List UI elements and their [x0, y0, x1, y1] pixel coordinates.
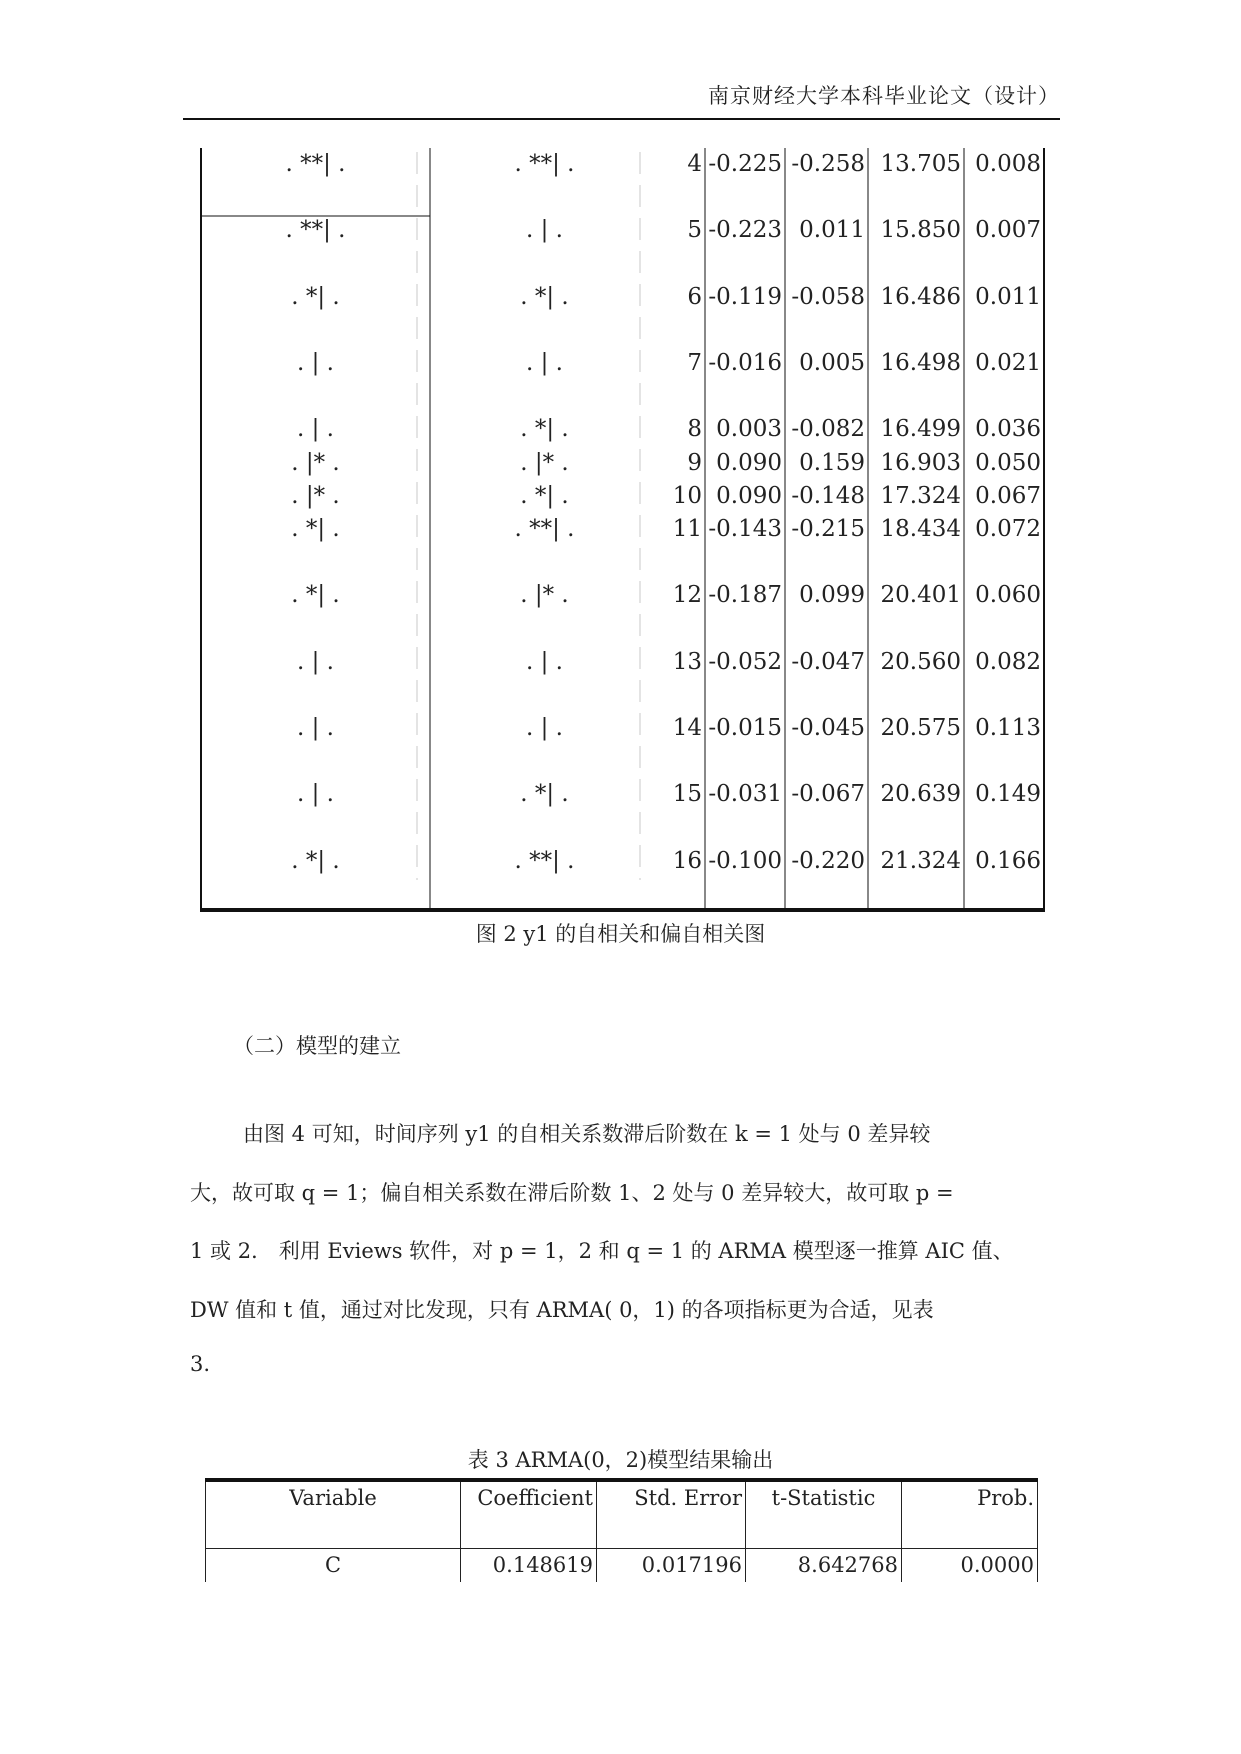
regression-table	[205, 1478, 1038, 1582]
lag-cell: 4	[687, 151, 702, 177]
ac-cell: 0.090	[716, 449, 782, 476]
paragraph-line: 3.	[190, 1352, 211, 1376]
ac-bar-cell: . **| .	[285, 217, 346, 244]
pac-bar-cell: . | .	[526, 350, 563, 377]
table-row	[201, 646, 1044, 712]
ac-bar-cell: . |* .	[291, 449, 340, 476]
table-row	[201, 347, 1044, 413]
pac-bar-cell: . **| .	[514, 515, 575, 542]
section-title: （二）模型的建立	[233, 1034, 401, 1058]
header-coefficient: Coefficient	[461, 1480, 597, 1549]
table-row	[201, 513, 1044, 579]
pac-cell: -0.215	[791, 515, 865, 542]
pac-bar-cell: . *| .	[520, 283, 569, 310]
table-row	[201, 480, 1044, 513]
figure-caption: 图 2 y1 的自相关和偏自相关图	[475, 922, 766, 946]
ac-cell: -0.225	[708, 151, 782, 177]
prob-cell: 0.166	[975, 847, 1041, 874]
lag-cell: 11	[672, 515, 702, 542]
q-stat-cell: 20.560	[880, 648, 961, 675]
ac-bar-cell: . | .	[297, 648, 334, 675]
pac-cell: -0.067	[791, 781, 865, 808]
pac-cell: -0.082	[791, 416, 865, 443]
lag-cell: 6	[687, 283, 702, 310]
ac-cell: -0.143	[708, 515, 782, 542]
q-stat-cell: 16.499	[880, 416, 961, 443]
pac-bar-cell: . *| .	[520, 482, 569, 509]
pac-bar-cell: . | .	[526, 648, 563, 675]
cell-prob: 0.0000	[902, 1549, 1038, 1583]
table-row	[201, 214, 1044, 280]
cell-variable: C	[206, 1549, 461, 1583]
ac-cell: 0.090	[716, 482, 782, 509]
ac-cell: -0.187	[708, 582, 782, 609]
prob-cell: 0.011	[975, 283, 1041, 310]
pac-cell: -0.058	[791, 283, 865, 310]
prob-cell: 0.072	[975, 515, 1041, 542]
ac-bar-cell: . | .	[297, 350, 334, 377]
table-caption: 表 3 ARMA(0，2)模型结果输出	[467, 1448, 774, 1472]
pac-cell: 0.011	[799, 217, 865, 244]
prob-cell: 0.008	[975, 151, 1041, 177]
q-stat-cell: 20.401	[880, 582, 961, 609]
ac-bar-cell: . *| .	[291, 847, 340, 874]
ac-bar-cell: . | .	[297, 781, 334, 808]
lag-cell: 5	[687, 217, 702, 244]
pac-bar-cell: . |* .	[520, 582, 569, 609]
ac-cell: -0.015	[708, 714, 782, 741]
header-t-statistic: t-Statistic	[746, 1480, 902, 1549]
header-prob: Prob.	[902, 1480, 1038, 1549]
q-stat-cell: 15.850	[880, 217, 961, 244]
pac-bar-cell: . **| .	[514, 847, 575, 874]
table-row	[201, 447, 1044, 480]
lag-cell: 7	[687, 350, 702, 377]
paragraph-line: 1 或 2． 利用 Eviews 软件，对 p = 1，2 和 q = 1 的 ARMA 模型逐一推算 AIC 值、	[190, 1239, 1014, 1263]
prob-cell: 0.021	[975, 350, 1041, 377]
lag-cell: 9	[687, 449, 702, 476]
table-row	[201, 845, 1044, 911]
table-row	[201, 712, 1044, 778]
table-row	[201, 281, 1044, 347]
ac-bar-cell: . | .	[297, 416, 334, 443]
correlogram-table	[201, 148, 1044, 911]
lag-cell: 12	[672, 582, 702, 609]
ac-cell: -0.052	[708, 648, 782, 675]
pac-cell: -0.258	[791, 151, 865, 177]
paragraph-line: 由图 4 可知，时间序列 y1 的自相关系数滞后阶数在 k = 1 处与 0 差异较	[243, 1122, 931, 1146]
pac-cell: -0.045	[791, 714, 865, 741]
pac-bar-cell: . | .	[526, 714, 563, 741]
table-row	[206, 1549, 1038, 1583]
prob-cell: 0.113	[975, 714, 1041, 741]
ac-cell: -0.016	[708, 350, 782, 377]
pac-cell: -0.047	[791, 648, 865, 675]
q-stat-cell: 16.498	[880, 350, 961, 377]
ac-bar-cell: . |* .	[291, 482, 340, 509]
q-stat-cell: 18.434	[880, 515, 961, 542]
lag-cell: 10	[672, 482, 702, 509]
q-stat-cell: 16.486	[880, 283, 961, 310]
pac-cell: -0.220	[791, 847, 865, 874]
paragraph-line: DW 值和 t 值，通过对比发现，只有 ARMA( 0，1) 的各项指标更为合适，见表	[190, 1298, 934, 1322]
ac-bar-cell: . *| .	[291, 515, 340, 542]
pac-cell: -0.148	[791, 482, 865, 509]
ac-cell: -0.100	[708, 847, 782, 874]
ac-cell: -0.223	[708, 217, 782, 244]
prob-cell: 0.050	[975, 449, 1041, 476]
prob-cell: 0.060	[975, 582, 1041, 609]
cell-std-error: 0.017196	[597, 1549, 746, 1583]
running-header: 南京财经大学本科毕业论文（设计）	[708, 84, 1060, 108]
q-stat-cell: 13.705	[880, 151, 961, 177]
q-stat-cell: 20.575	[880, 714, 961, 741]
ac-bar-cell: . | .	[297, 714, 334, 741]
q-stat-cell: 20.639	[880, 781, 961, 808]
prob-cell: 0.036	[975, 416, 1041, 443]
pac-cell: 0.099	[799, 582, 865, 609]
ac-cell: -0.031	[708, 781, 782, 808]
ac-bar-cell: . **| .	[285, 151, 346, 177]
header-variable: Variable	[206, 1480, 461, 1549]
table-row	[201, 778, 1044, 844]
prob-cell: 0.067	[975, 482, 1041, 509]
q-stat-cell: 16.903	[880, 449, 961, 476]
pac-bar-cell: . *| .	[520, 416, 569, 443]
table-row	[201, 579, 1044, 645]
pac-bar-cell: . |* .	[520, 449, 569, 476]
q-stat-cell: 21.324	[880, 847, 961, 874]
table-row	[201, 413, 1044, 446]
ac-bar-cell: . *| .	[291, 283, 340, 310]
lag-cell: 13	[672, 648, 702, 675]
ac-cell: -0.119	[708, 283, 782, 310]
pac-bar-cell: . | .	[526, 217, 563, 244]
ac-cell: 0.003	[716, 416, 782, 443]
table-row	[201, 148, 1044, 214]
lag-cell: 15	[672, 781, 702, 808]
paragraph-line: 大，故可取 q = 1；偏自相关系数在滞后阶数 1、2 处与 0 差异较大，故可取 p =	[190, 1181, 954, 1205]
pac-bar-cell: . **| .	[514, 151, 575, 177]
cell-coefficient: 0.148619	[461, 1549, 597, 1583]
prob-cell: 0.082	[975, 648, 1041, 675]
pac-cell: 0.005	[799, 350, 865, 377]
header-std-error: Std. Error	[597, 1480, 746, 1549]
cell-t-statistic: 8.642768	[746, 1549, 902, 1583]
q-stat-cell: 17.324	[880, 482, 961, 509]
lag-cell: 14	[672, 714, 702, 741]
pac-bar-cell: . *| .	[520, 781, 569, 808]
pac-cell: 0.159	[799, 449, 865, 476]
ac-bar-cell: . *| .	[291, 582, 340, 609]
lag-cell: 8	[687, 416, 702, 443]
prob-cell: 0.149	[975, 781, 1041, 808]
header-rule	[183, 118, 1060, 120]
lag-cell: 16	[672, 847, 702, 874]
prob-cell: 0.007	[975, 217, 1041, 244]
